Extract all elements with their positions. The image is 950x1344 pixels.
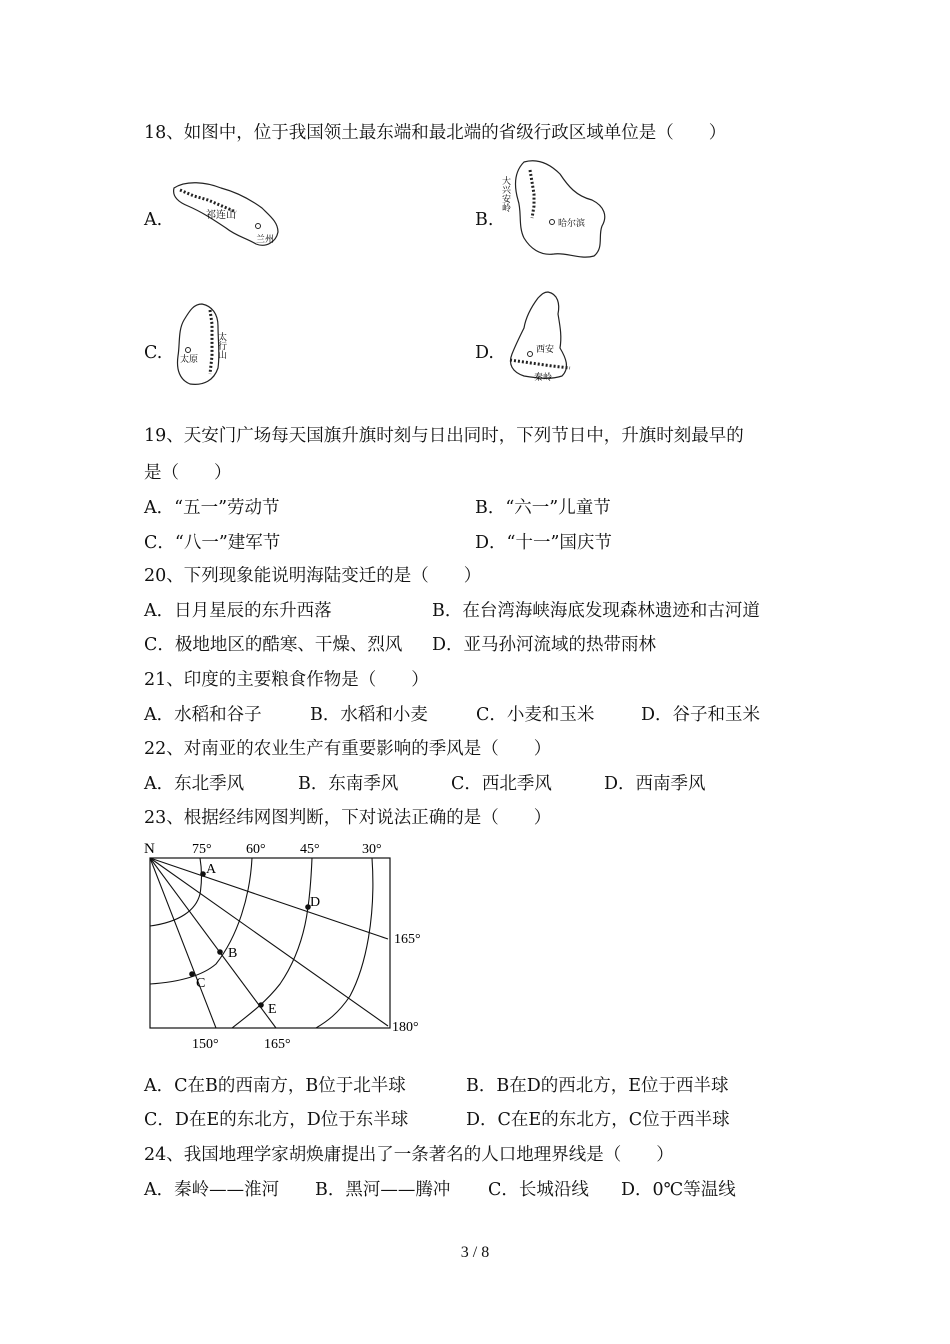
q24-option-d: D．0℃等温线 [621, 1180, 736, 1200]
q19-stem: 19、天安门广场每天国旗升旗时刻与日出同时，下列节日中，升旗时刻最早的 [144, 426, 744, 446]
q24-option-a: A．秦岭——淮河 [144, 1180, 280, 1200]
q22-option-b: B．东南季风 [298, 774, 399, 794]
q21-option-a: A．水稻和谷子 [144, 705, 262, 725]
q22-option-c: C．西北季风 [451, 774, 552, 794]
q19-option-c: C．“八一”建军节 [144, 533, 281, 553]
lat-label-30: 30° [362, 842, 382, 857]
meridian-165 [150, 858, 388, 939]
parallel-30 [316, 858, 373, 1028]
q21-stem: 21、印度的主要粮食作物是（ ） [144, 670, 429, 690]
q20-option-a: A．日月星辰的东升西落 [144, 601, 332, 621]
q19-option-a: A．“五一”劳动节 [144, 498, 280, 518]
q22-option-a: A．东北季风 [144, 774, 245, 794]
q18-map-d [500, 288, 580, 388]
point-c [189, 971, 195, 977]
q23-option-b: B．B在D的西北方，E位于西半球 [466, 1076, 729, 1096]
q18-map-b-label-1: 大兴安岭 [501, 176, 511, 212]
q23-option-a: A．C在B的西南方，B位于北半球 [144, 1076, 406, 1096]
point-label-e: E [268, 1002, 277, 1017]
meridian-180 [150, 858, 388, 1026]
q18-option-b-label: B. [475, 210, 494, 230]
lon-label-180: 180° [392, 1020, 419, 1035]
q21-option-b: B．水稻和小麦 [310, 705, 428, 725]
q18-map-a [166, 166, 284, 258]
q19-option-b: B．“六一”儿童节 [475, 498, 611, 518]
lat-label-75: 75° [192, 842, 212, 857]
q18-option-a-label: A. [144, 210, 163, 230]
q19-option-d: D．“十一”国庆节 [475, 533, 612, 553]
lat-label-60: 60° [246, 842, 266, 857]
q18-option-c-label: C. [144, 343, 163, 363]
q23-option-c: C．D在E的东北方，D位于东半球 [144, 1110, 409, 1130]
q23-graticule-figure [140, 836, 440, 1056]
q24-stem: 24、我国地理学家胡焕庸提出了一条著名的人口地理界线是（ ） [144, 1145, 674, 1165]
q20-option-b: B．在台湾海峡海底发现森林遗迹和古河道 [432, 601, 760, 621]
q18-stem: 18、如图中，位于我国领土最东端和最北端的省级行政区域单位是（ ） [144, 123, 727, 143]
q22-option-d: D．西南季风 [604, 774, 706, 794]
q22-stem: 22、对南亚的农业生产有重要影响的季风是（ ） [144, 739, 552, 759]
q18-map-d-label-2: 秦岭 [534, 372, 553, 382]
point-a [200, 871, 206, 877]
point-e [258, 1002, 264, 1008]
pole-label: N [144, 841, 155, 857]
point-label-b: B [228, 946, 238, 961]
lat-label-45: 45° [300, 842, 320, 857]
q18-map-b-label-2: 哈尔滨 [558, 218, 586, 228]
q21-option-d: D．谷子和玉米 [641, 705, 761, 725]
point-label-d: D [310, 895, 321, 910]
page-number: 3 / 8 [460, 1244, 490, 1261]
q21-option-c: C．小麦和玉米 [476, 705, 595, 725]
point-b [217, 949, 223, 955]
q20-option-c: C．极地地区的酷寒、干燥、烈风 [144, 635, 403, 655]
meridian-150 [150, 858, 216, 1028]
q18-map-d-label-1: 西安 [536, 344, 555, 354]
q18-option-d-label: D. [475, 343, 494, 363]
q24-option-b: B．黑河——腾冲 [315, 1180, 451, 1200]
q19-stem-cont: 是（ ） [144, 463, 232, 483]
lon-label-165-bottom: 165° [264, 1037, 291, 1052]
meridian-165-bottom [150, 858, 276, 1028]
q23-option-d: D．C在E的东北方，C位于西半球 [466, 1110, 730, 1130]
q18-map-b [500, 156, 610, 268]
q23-stem: 23、根据经纬网图判断，下对说法正确的是（ ） [144, 808, 552, 828]
point-label-c: C [196, 976, 206, 991]
q20-option-d: D．亚马孙河流域的热带雨林 [432, 635, 657, 655]
lon-label-150: 150° [192, 1037, 219, 1052]
q18-map-a-label-1: 祁连山 [206, 210, 236, 221]
q24-option-c: C．长城沿线 [488, 1180, 589, 1200]
q18-map-c-label-2: 太原 [180, 354, 199, 364]
lon-label-165-right: 165° [394, 932, 421, 947]
q18-map-a-label-2: 兰州 [256, 234, 275, 244]
q18-map-c [172, 300, 242, 392]
q20-stem: 20、下列现象能说明海陆变迁的是（ ） [144, 566, 482, 586]
q18-map-c-label-1: 太行山 [217, 332, 227, 359]
point-label-a: A [206, 862, 217, 877]
